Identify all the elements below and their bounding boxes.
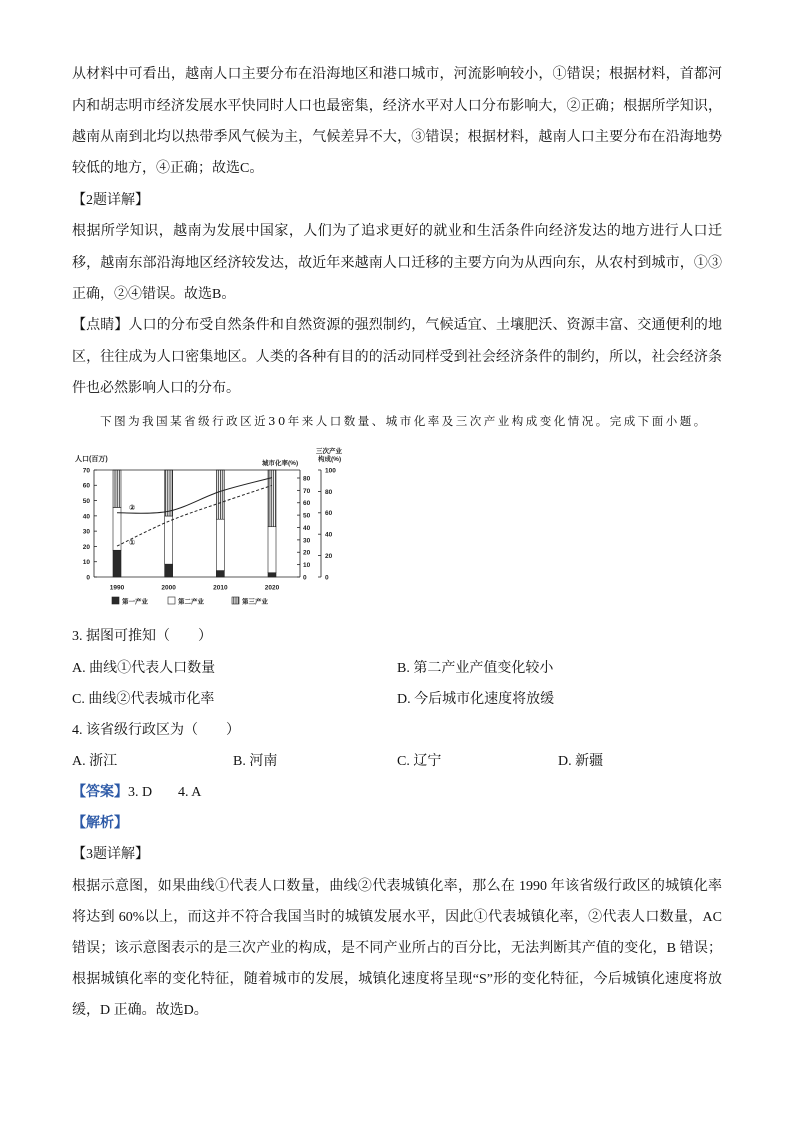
analysis-label: 【解析】 bbox=[72, 816, 128, 832]
x-tick-label: 2020 bbox=[264, 584, 280, 592]
y-left-tick-label: 50 bbox=[82, 497, 90, 505]
option-a: A. 浙江 bbox=[72, 754, 118, 770]
y-urban-tick-label: 80 bbox=[303, 475, 311, 483]
y-industry-tick-label: 80 bbox=[325, 488, 333, 496]
answer-label: 【答案】 bbox=[72, 785, 128, 801]
y-left-tick-label: 40 bbox=[82, 513, 90, 521]
y-urban-axis-title: 城市化率(%) bbox=[262, 460, 299, 467]
y-left-tick-label: 10 bbox=[82, 559, 90, 567]
question-stem-3: 3. 据图可推知（ ） bbox=[72, 629, 212, 645]
option-d: D. 新疆 bbox=[558, 754, 604, 770]
paragraph-line: 正确，②④错误。故选B。 bbox=[72, 287, 236, 303]
y-left-tick-label: 30 bbox=[82, 528, 90, 536]
bar-segment-tertiary bbox=[216, 470, 224, 519]
option-a: A. 曲线①代表人口数量 bbox=[72, 660, 216, 676]
y-urban-tick-label: 10 bbox=[303, 562, 311, 570]
x-tick-label: 1990 bbox=[109, 584, 125, 592]
curve-dashed bbox=[117, 485, 272, 546]
bar-segment-primary bbox=[268, 573, 276, 577]
paragraph-line: 缓，D 正确。故选D。 bbox=[72, 1003, 208, 1019]
y-industry-axis-title: 三次产业 bbox=[316, 448, 342, 455]
bar-segment-primary bbox=[165, 564, 173, 577]
legend-swatch-tertiary bbox=[232, 597, 239, 604]
paragraph-line: 根据所学知识，越南为发展中国家，人们为了追求更好的就业和生活条件向经济发达的地方进行人口迁 bbox=[72, 224, 722, 240]
bar-segment-tertiary bbox=[165, 470, 173, 516]
y-urban-tick-label: 20 bbox=[303, 549, 311, 557]
paragraph-line: 根据城镇化率的变化特征，随着城市的发展，城镇化速度将呈现“S”形的变化特征，今后城镇化速度将放 bbox=[72, 972, 722, 988]
legend-label: 第三产业 bbox=[242, 598, 268, 606]
y-urban-tick-label: 0 bbox=[303, 574, 307, 582]
paragraph-line: 内和胡志明市经济发展水平快同时人口也最密集，经济水平对人口分布影响大，②正确；根据所学知识， bbox=[72, 98, 722, 114]
answer-item: 3. D bbox=[128, 785, 153, 801]
paragraph-line: 较低的地方，④正确；故选C。 bbox=[72, 161, 264, 177]
y-left-tick-label: 60 bbox=[82, 482, 90, 490]
bar-segment-secondary bbox=[165, 516, 173, 564]
population-urbanization-industry-chart bbox=[70, 444, 352, 612]
paragraph-line: 越南从南到北均以热带季风气候为主，气候差异不大，③错误；根据材料，越南人口主要分布在沿海地势 bbox=[72, 130, 722, 146]
y-left-tick-label: 0 bbox=[86, 574, 90, 582]
y-industry-tick-label: 20 bbox=[325, 553, 333, 560]
y-urban-tick-label: 30 bbox=[303, 537, 311, 545]
tip-line: 件也必然影响人口的分布。 bbox=[72, 381, 240, 397]
option-d: D. 今后城市化速度将放缓 bbox=[397, 691, 555, 707]
question-4-options-row bbox=[72, 746, 722, 777]
option-b: B. 河南 bbox=[233, 754, 278, 770]
y-urban-tick-label: 60 bbox=[303, 500, 311, 508]
paragraph-line: 移，越南东部沿海地区经济较发达，故近年来越南人口迁移的主要方向为从西向东，从农村到城市，①③ bbox=[72, 255, 722, 271]
answer-row bbox=[72, 777, 722, 808]
y-urban-tick-label: 70 bbox=[303, 487, 311, 495]
answer-item: 4. A bbox=[178, 785, 202, 801]
option-c: C. 辽宁 bbox=[397, 754, 442, 770]
y-industry-tick-label: 0 bbox=[325, 574, 329, 582]
bar-segment-tertiary bbox=[113, 470, 121, 507]
legend-label: 第二产业 bbox=[178, 598, 204, 606]
explanation-upper bbox=[72, 59, 722, 404]
bar-segment-secondary bbox=[268, 527, 276, 573]
y-left-tick-label: 70 bbox=[82, 467, 90, 475]
y-industry-tick-label: 60 bbox=[325, 510, 333, 518]
figure-caption: 下图为我国某省级行政区近30年来人口数量、城市化率及三次产业构成变化情况。完成下面小题。 bbox=[100, 414, 708, 428]
bar-segment-secondary bbox=[113, 507, 121, 550]
tip-line: 区，往往成为人口密集地区。人类的各种有目的的活动同样受到社会经济条件的制约，所以，社会经济条 bbox=[72, 349, 722, 365]
section-heading-q2: 【2题详解】 bbox=[72, 192, 149, 208]
paragraph-line: 根据示意图，如果曲线①代表人口数量，曲线②代表城镇化率，那么在 1990 年该省级行政区的城镇化率 bbox=[72, 878, 722, 894]
option-b: B. 第二产业产值变化较小 bbox=[397, 660, 554, 676]
y-industry-axis-title: 构成(%) bbox=[318, 456, 342, 463]
bar-segment-primary bbox=[113, 550, 121, 577]
x-tick-label: 2000 bbox=[161, 584, 176, 592]
curve-label: ② bbox=[128, 502, 136, 512]
curve-solid bbox=[117, 478, 272, 514]
paragraph-line: 将达到 60%以上，而这并不符合我国当时的城镇发展水平，因此①代表城镇化率，②代表人口数量，AC bbox=[72, 909, 722, 925]
question-3-options-row bbox=[72, 653, 722, 684]
tip-line: 【点睛】人口的分布受自然条件和自然资源的强烈制约，气候适宜、土壤肥沃、资源丰富、交通便利的地 bbox=[72, 318, 722, 334]
paragraph-line: 从材料中可看出，越南人口主要分布在沿海地区和港口城市，河流影响较小，①错误；根据材料，首都河 bbox=[72, 67, 722, 83]
y-left-tick-label: 20 bbox=[82, 543, 90, 551]
curve-label: ① bbox=[128, 538, 136, 548]
y-urban-tick-label: 40 bbox=[303, 524, 311, 532]
legend-swatch-primary bbox=[112, 597, 119, 604]
question-3-options-row bbox=[72, 684, 722, 715]
y-industry-tick-label: 40 bbox=[325, 531, 333, 539]
y-urban-tick-label: 50 bbox=[303, 512, 311, 520]
bar-segment-primary bbox=[216, 571, 224, 577]
x-tick-label: 2010 bbox=[213, 584, 228, 592]
questions-and-analysis bbox=[72, 621, 722, 1026]
bar-segment-secondary bbox=[216, 519, 224, 570]
legend-swatch-secondary bbox=[168, 597, 175, 604]
option-c: C. 曲线②代表城市化率 bbox=[72, 691, 215, 707]
y-left-axis-title: 人口(百万) bbox=[75, 456, 108, 463]
paragraph-line: 错误；该示意图表示的是三次产业的构成，是不同产业所占的百分比，无法判断其产值的变化，B 错误； bbox=[72, 940, 722, 956]
section-heading-q3: 【3题详解】 bbox=[72, 847, 149, 863]
question-stem-4: 4. 该省级行政区为（ ） bbox=[72, 722, 240, 738]
legend-label: 第一产业 bbox=[122, 598, 148, 606]
y-industry-tick-label: 100 bbox=[325, 467, 336, 475]
